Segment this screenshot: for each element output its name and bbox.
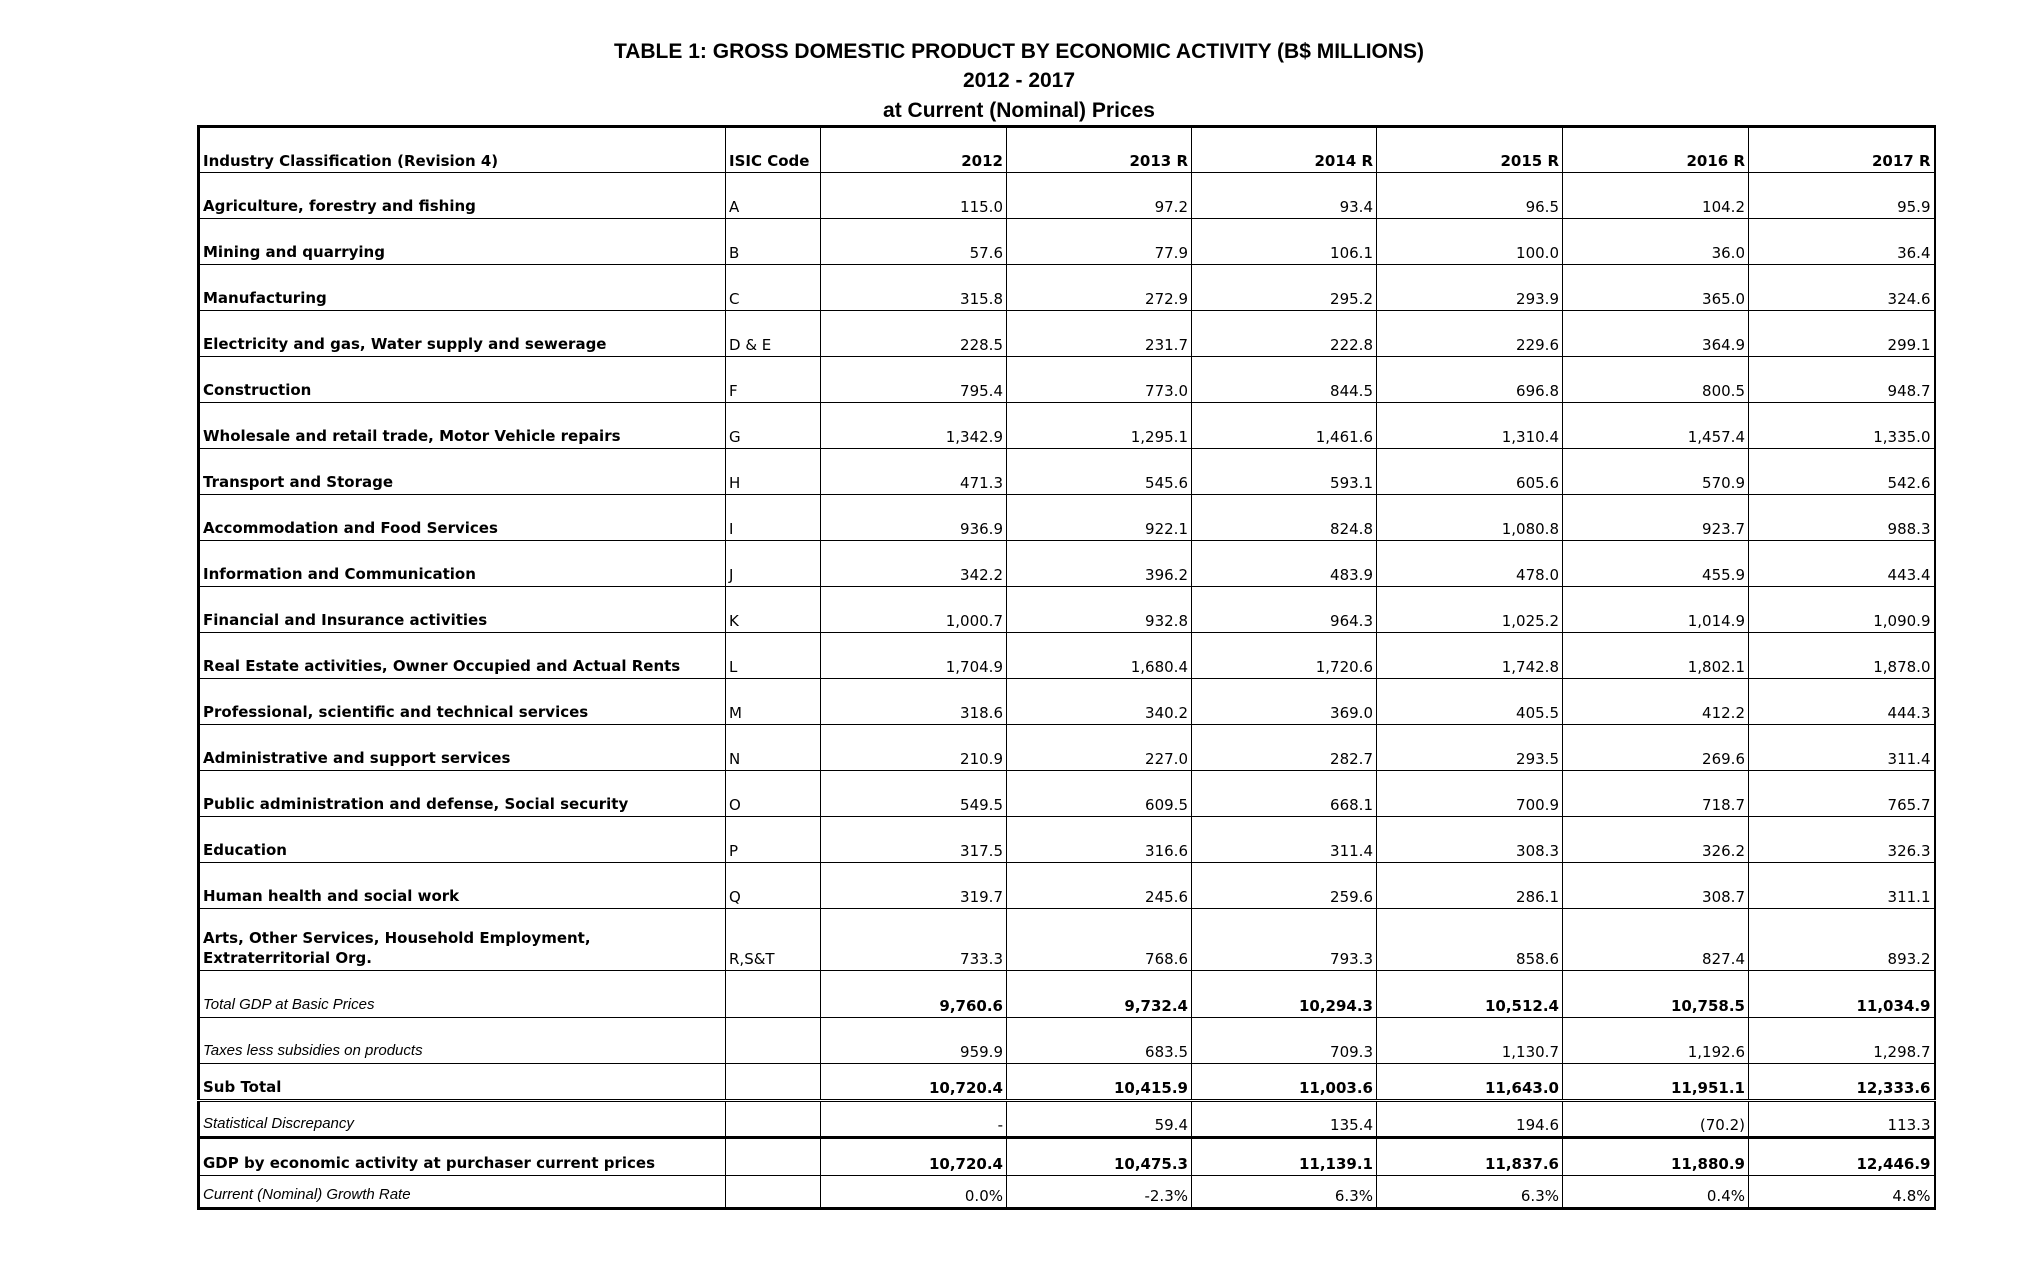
- row-value: 11,951.1: [1563, 1064, 1749, 1101]
- row-value: 340.2: [1007, 679, 1192, 725]
- growth-rate-row: [199, 1176, 1935, 1209]
- row-value: 104.2: [1563, 173, 1749, 219]
- row-value: 326.2: [1563, 817, 1749, 863]
- row-value: 113.3: [1749, 1101, 1935, 1138]
- row-value: 59.4: [1007, 1101, 1192, 1138]
- row-label: Public administration and defense, Social security: [199, 771, 726, 817]
- row-label: Financial and Insurance activities: [199, 587, 726, 633]
- row-value: 10,720.4: [821, 1064, 1007, 1101]
- row-value: 10,758.5: [1563, 971, 1749, 1018]
- row-label: Wholesale and retail trade, Motor Vehicle repairs: [199, 403, 726, 449]
- row-value: 231.7: [1007, 311, 1192, 357]
- row-value: 311.4: [1192, 817, 1377, 863]
- row-value: 443.4: [1749, 541, 1935, 587]
- row-value: 369.0: [1192, 679, 1377, 725]
- row-label: Transport and Storage: [199, 449, 726, 495]
- industry-row: [199, 265, 1935, 311]
- row-value: 0.0%: [821, 1176, 1007, 1209]
- row-value: 733.3: [821, 909, 1007, 971]
- row-value: 593.1: [1192, 449, 1377, 495]
- row-value: 10,294.3: [1192, 971, 1377, 1018]
- row-value: 295.2: [1192, 265, 1377, 311]
- row-value: 364.9: [1563, 311, 1749, 357]
- row-label: Electricity and gas, Water supply and sewerage: [199, 311, 726, 357]
- row-value: 135.4: [1192, 1101, 1377, 1138]
- row-label: Human health and social work: [199, 863, 726, 909]
- row-value: 709.3: [1192, 1018, 1377, 1064]
- row-value: 1,000.7: [821, 587, 1007, 633]
- row-value: 342.2: [821, 541, 1007, 587]
- row-value: 1,014.9: [1563, 587, 1749, 633]
- row-label: Administrative and support services: [199, 725, 726, 771]
- row-value: 308.3: [1377, 817, 1563, 863]
- row-value: 326.3: [1749, 817, 1935, 863]
- gdp-table: [197, 125, 1936, 1210]
- row-label: GDP by economic activity at purchaser current prices: [199, 1138, 726, 1176]
- row-value: 1,680.4: [1007, 633, 1192, 679]
- row-value: 100.0: [1377, 219, 1563, 265]
- row-isic-code: M: [726, 679, 821, 725]
- row-value: 4.8%: [1749, 1176, 1935, 1209]
- row-value: 1,742.8: [1377, 633, 1563, 679]
- row-value: 768.6: [1007, 909, 1192, 971]
- header-year-2012: 2012: [821, 127, 1007, 173]
- row-value: 10,720.4: [821, 1138, 1007, 1176]
- row-value: 609.5: [1007, 771, 1192, 817]
- row-isic-code: [726, 971, 821, 1018]
- industry-row: [199, 817, 1935, 863]
- row-value: 93.4: [1192, 173, 1377, 219]
- row-value: 229.6: [1377, 311, 1563, 357]
- row-value: 97.2: [1007, 173, 1192, 219]
- row-value: 299.1: [1749, 311, 1935, 357]
- row-value: 316.6: [1007, 817, 1192, 863]
- row-value: 1,025.2: [1377, 587, 1563, 633]
- row-value: 936.9: [821, 495, 1007, 541]
- row-value: 318.6: [821, 679, 1007, 725]
- row-value: 0.4%: [1563, 1176, 1749, 1209]
- row-value: 115.0: [821, 173, 1007, 219]
- row-isic-code: J: [726, 541, 821, 587]
- row-isic-code: [726, 1018, 821, 1064]
- gdp-table-body: [199, 127, 1935, 1209]
- row-value: 36.4: [1749, 219, 1935, 265]
- row-value: 272.9: [1007, 265, 1192, 311]
- row-value: 308.7: [1563, 863, 1749, 909]
- row-value: 1,310.4: [1377, 403, 1563, 449]
- industry-row: [199, 863, 1935, 909]
- row-value: 444.3: [1749, 679, 1935, 725]
- row-value: 795.4: [821, 357, 1007, 403]
- row-isic-code: A: [726, 173, 821, 219]
- row-value: 668.1: [1192, 771, 1377, 817]
- row-value: 570.9: [1563, 449, 1749, 495]
- row-value: 11,003.6: [1192, 1064, 1377, 1101]
- row-isic-code: [726, 1138, 821, 1176]
- table-subtitle: at Current (Nominal) Prices: [883, 99, 1155, 122]
- row-value: 311.4: [1749, 725, 1935, 771]
- row-value: 315.8: [821, 265, 1007, 311]
- row-value: 696.8: [1377, 357, 1563, 403]
- row-value: 932.8: [1007, 587, 1192, 633]
- row-value: 6.3%: [1192, 1176, 1377, 1209]
- row-label: Agriculture, forestry and fishing: [199, 173, 726, 219]
- row-value: 827.4: [1563, 909, 1749, 971]
- row-value: 683.5: [1007, 1018, 1192, 1064]
- row-isic-code: I: [726, 495, 821, 541]
- header-industry: Industry Classification (Revision 4): [199, 127, 726, 173]
- row-value: 9,760.6: [821, 971, 1007, 1018]
- row-value: 893.2: [1749, 909, 1935, 971]
- row-value: 396.2: [1007, 541, 1192, 587]
- row-value: 227.0: [1007, 725, 1192, 771]
- row-isic-code: B: [726, 219, 821, 265]
- row-label: Sub Total: [199, 1064, 726, 1101]
- row-value: 11,837.6: [1377, 1138, 1563, 1176]
- row-isic-code: O: [726, 771, 821, 817]
- industry-row: [199, 909, 1935, 971]
- row-value: 1,878.0: [1749, 633, 1935, 679]
- row-value: 293.5: [1377, 725, 1563, 771]
- row-value: 11,643.0: [1377, 1064, 1563, 1101]
- industry-row: [199, 541, 1935, 587]
- header-isic-code: ISIC Code: [726, 127, 821, 173]
- header-year-2016: 2016 R: [1563, 127, 1749, 173]
- row-value: 858.6: [1377, 909, 1563, 971]
- row-label: Mining and quarrying: [199, 219, 726, 265]
- row-value: 1,342.9: [821, 403, 1007, 449]
- industry-row: [199, 173, 1935, 219]
- row-label: Accommodation and Food Services: [199, 495, 726, 541]
- row-value: 483.9: [1192, 541, 1377, 587]
- row-value: 948.7: [1749, 357, 1935, 403]
- row-value: 319.7: [821, 863, 1007, 909]
- row-value: 282.7: [1192, 725, 1377, 771]
- row-isic-code: Q: [726, 863, 821, 909]
- row-label: Current (Nominal) Growth Rate: [199, 1176, 726, 1209]
- row-value: 1,461.6: [1192, 403, 1377, 449]
- row-value: 96.5: [1377, 173, 1563, 219]
- industry-row: [199, 311, 1935, 357]
- row-value: 405.5: [1377, 679, 1563, 725]
- row-label: Construction: [199, 357, 726, 403]
- industry-row: [199, 771, 1935, 817]
- header-year-2014: 2014 R: [1192, 127, 1377, 173]
- row-value: 286.1: [1377, 863, 1563, 909]
- row-value: 210.9: [821, 725, 1007, 771]
- row-value: 700.9: [1377, 771, 1563, 817]
- row-isic-code: D & E: [726, 311, 821, 357]
- industry-row: [199, 219, 1935, 265]
- row-value: 1,130.7: [1377, 1018, 1563, 1064]
- row-value: 95.9: [1749, 173, 1935, 219]
- row-value: (70.2): [1563, 1101, 1749, 1138]
- row-value: 12,446.9: [1749, 1138, 1935, 1176]
- industry-row: [199, 679, 1935, 725]
- row-value: -: [821, 1101, 1007, 1138]
- row-value: 1,802.1: [1563, 633, 1749, 679]
- row-isic-code: G: [726, 403, 821, 449]
- row-value: 412.2: [1563, 679, 1749, 725]
- row-value: 773.0: [1007, 357, 1192, 403]
- row-value: 1,090.9: [1749, 587, 1935, 633]
- row-value: 1,298.7: [1749, 1018, 1935, 1064]
- row-value: 6.3%: [1377, 1176, 1563, 1209]
- row-isic-code: C: [726, 265, 821, 311]
- row-isic-code: L: [726, 633, 821, 679]
- industry-row: [199, 357, 1935, 403]
- row-isic-code: R,S&T: [726, 909, 821, 971]
- table-title: TABLE 1: GROSS DOMESTIC PRODUCT BY ECONOMIC ACTIVITY (B$ MILLIONS): [613, 40, 1425, 63]
- row-value: 194.6: [1377, 1101, 1563, 1138]
- row-label: Arts, Other Services, Household Employment, Extraterritorial Org.: [199, 909, 726, 971]
- row-value: 800.5: [1563, 357, 1749, 403]
- row-label: Professional, scientific and technical services: [199, 679, 726, 725]
- row-value: 77.9: [1007, 219, 1192, 265]
- row-label: Real Estate activities, Owner Occupied and Actual Rents: [199, 633, 726, 679]
- row-value: 959.9: [821, 1018, 1007, 1064]
- row-label: Education: [199, 817, 726, 863]
- row-value: 10,475.3: [1007, 1138, 1192, 1176]
- row-isic-code: [726, 1101, 821, 1138]
- subtotal-row: [199, 1064, 1935, 1101]
- row-value: 1,295.1: [1007, 403, 1192, 449]
- row-value: 471.3: [821, 449, 1007, 495]
- row-value: 718.7: [1563, 771, 1749, 817]
- row-value: 11,034.9: [1749, 971, 1935, 1018]
- row-value: 222.8: [1192, 311, 1377, 357]
- row-value: 824.8: [1192, 495, 1377, 541]
- industry-row: [199, 587, 1935, 633]
- row-label: Taxes less subsidies on products: [199, 1018, 726, 1064]
- row-value: 245.6: [1007, 863, 1192, 909]
- total-basic-prices-row: [199, 971, 1935, 1018]
- industry-row: [199, 725, 1935, 771]
- gdp-purchaser-row: [199, 1138, 1935, 1176]
- row-isic-code: N: [726, 725, 821, 771]
- industry-row: [199, 449, 1935, 495]
- row-isic-code: K: [726, 587, 821, 633]
- row-label: Total GDP at Basic Prices: [199, 971, 726, 1018]
- row-value: 9,732.4: [1007, 971, 1192, 1018]
- row-value: 11,139.1: [1192, 1138, 1377, 1176]
- row-value: 923.7: [1563, 495, 1749, 541]
- row-value: 542.6: [1749, 449, 1935, 495]
- header-year-2017: 2017 R: [1749, 127, 1935, 173]
- row-value: 11,880.9: [1563, 1138, 1749, 1176]
- row-value: 765.7: [1749, 771, 1935, 817]
- row-value: 259.6: [1192, 863, 1377, 909]
- row-label: Manufacturing: [199, 265, 726, 311]
- header-year-2015: 2015 R: [1377, 127, 1563, 173]
- row-value: 793.3: [1192, 909, 1377, 971]
- row-value: 964.3: [1192, 587, 1377, 633]
- row-isic-code: [726, 1176, 821, 1209]
- row-value: 269.6: [1563, 725, 1749, 771]
- row-value: 12,333.6: [1749, 1064, 1935, 1101]
- row-value: 10,512.4: [1377, 971, 1563, 1018]
- row-isic-code: F: [726, 357, 821, 403]
- industry-row: [199, 633, 1935, 679]
- row-value: 365.0: [1563, 265, 1749, 311]
- header-year-2013: 2013 R: [1007, 127, 1192, 173]
- row-value: 293.9: [1377, 265, 1563, 311]
- header-row: [199, 127, 1935, 173]
- discrepancy-row: [199, 1101, 1935, 1138]
- row-value: 545.6: [1007, 449, 1192, 495]
- row-value: 1,335.0: [1749, 403, 1935, 449]
- row-value: 1,080.8: [1377, 495, 1563, 541]
- row-value: 311.1: [1749, 863, 1935, 909]
- row-value: 922.1: [1007, 495, 1192, 541]
- row-value: 1,192.6: [1563, 1018, 1749, 1064]
- row-value: 988.3: [1749, 495, 1935, 541]
- row-value: 1,720.6: [1192, 633, 1377, 679]
- row-value: 57.6: [821, 219, 1007, 265]
- row-value: 1,704.9: [821, 633, 1007, 679]
- row-value: -2.3%: [1007, 1176, 1192, 1209]
- row-value: 317.5: [821, 817, 1007, 863]
- row-value: 1,457.4: [1563, 403, 1749, 449]
- row-value: 10,415.9: [1007, 1064, 1192, 1101]
- row-value: 605.6: [1377, 449, 1563, 495]
- row-value: 228.5: [821, 311, 1007, 357]
- taxes-row: [199, 1018, 1935, 1064]
- row-label: Information and Communication: [199, 541, 726, 587]
- row-value: 549.5: [821, 771, 1007, 817]
- industry-row: [199, 495, 1935, 541]
- row-value: 106.1: [1192, 219, 1377, 265]
- row-label: Statistical Discrepancy: [199, 1101, 726, 1138]
- table-years: 2012 - 2017: [962, 69, 1076, 92]
- row-value: 478.0: [1377, 541, 1563, 587]
- row-isic-code: [726, 1064, 821, 1101]
- industry-row: [199, 403, 1935, 449]
- row-value: 324.6: [1749, 265, 1935, 311]
- row-isic-code: H: [726, 449, 821, 495]
- row-value: 455.9: [1563, 541, 1749, 587]
- row-isic-code: P: [726, 817, 821, 863]
- row-value: 844.5: [1192, 357, 1377, 403]
- row-value: 36.0: [1563, 219, 1749, 265]
